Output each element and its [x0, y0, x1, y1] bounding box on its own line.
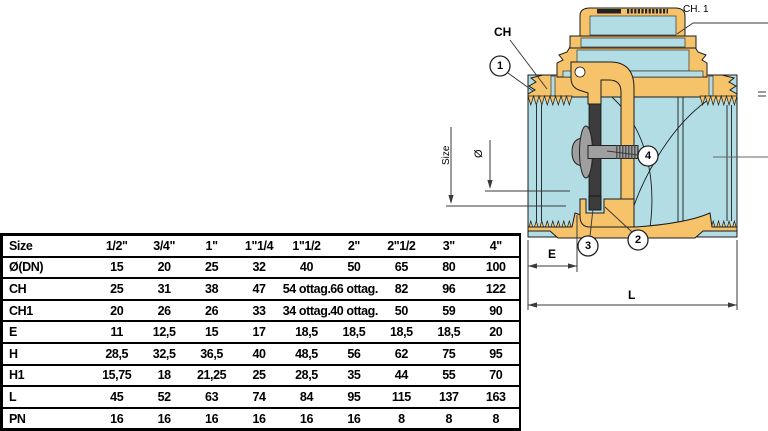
- cap-inner: [590, 16, 676, 35]
- table-cell: 100: [473, 257, 521, 279]
- l-dim-label: L: [628, 288, 636, 302]
- callout-1-number: 1: [496, 60, 504, 72]
- row-label: L: [2, 386, 94, 408]
- table-header-cell: 2": [347, 238, 360, 253]
- table-cell: 38: [188, 278, 235, 300]
- callout-3-number: 3: [584, 240, 592, 252]
- table-cell: 95: [330, 386, 377, 408]
- table-header-cell: 1"1/2: [292, 238, 321, 253]
- table-cell: 8: [425, 408, 472, 430]
- dimensions-table: [0, 233, 521, 431]
- table-cell: 11: [93, 321, 140, 343]
- table-row: [2, 343, 521, 365]
- table-cell: 74: [235, 386, 282, 408]
- e-dim-label: E: [548, 247, 557, 261]
- l-arrow-left: [528, 302, 537, 307]
- table-cell: 35: [330, 365, 377, 387]
- table-cell: 95: [473, 343, 521, 365]
- table-cell: 18,5: [283, 321, 330, 343]
- knurl-band: [597, 9, 621, 14]
- ch-label: CH: [494, 25, 512, 39]
- table-cell: 20: [93, 300, 140, 322]
- table-header-row: [2, 235, 521, 257]
- table-cell: 25: [235, 365, 282, 387]
- table-cell: 15,75: [93, 365, 140, 387]
- table-cell: 18: [140, 365, 187, 387]
- table-cell: 16: [188, 408, 235, 430]
- row-label: H: [2, 343, 94, 365]
- row-label: Ø(DN): [2, 257, 94, 279]
- row-label: CH: [2, 278, 94, 300]
- table-cell: 163: [473, 386, 521, 408]
- table-cell: 36,5: [188, 343, 235, 365]
- table-cell: 90: [473, 300, 521, 322]
- table-cell: 17: [235, 321, 282, 343]
- row-label: PN: [2, 408, 94, 430]
- table-cell: 16: [140, 408, 187, 430]
- table-header-cell: 3/4": [153, 238, 176, 253]
- row-label: H1: [2, 365, 94, 387]
- e-arrow-left: [528, 263, 537, 268]
- table-cell: 25: [188, 257, 235, 279]
- table-cell: 16: [330, 408, 377, 430]
- table-cell: 8: [473, 408, 521, 430]
- table-cell: 50: [330, 257, 377, 279]
- hinge-pin-hole: [575, 67, 585, 77]
- table-row: [2, 300, 521, 322]
- table-cell: 115: [378, 386, 425, 408]
- table-cell: 18,5: [330, 321, 377, 343]
- table-cell: 50: [378, 300, 425, 322]
- table-cell: 16: [93, 408, 140, 430]
- body-gap: [551, 76, 555, 96]
- table-row: [2, 408, 521, 430]
- table-cell: 48,5: [283, 343, 330, 365]
- disc-bottom: [589, 196, 601, 210]
- table-cell: 66 ottag.: [330, 278, 377, 300]
- table-row: [2, 386, 521, 408]
- e-arrow-right: [568, 263, 577, 268]
- table-header-cell: 1": [205, 238, 218, 253]
- table-cell: 45: [93, 386, 140, 408]
- table-cell: 63: [188, 386, 235, 408]
- table-cell: 80: [425, 257, 472, 279]
- l-arrow-right: [728, 302, 737, 307]
- table-cell: 137: [425, 386, 472, 408]
- table-cell: 40: [283, 257, 330, 279]
- table-header-size: Size: [9, 238, 33, 253]
- table-cell: 28,5: [283, 365, 330, 387]
- table-cell: 20: [140, 257, 187, 279]
- table-cell: 33: [235, 300, 282, 322]
- row-label: CH1: [2, 300, 94, 322]
- table-cell: 47: [235, 278, 282, 300]
- table-row: [2, 278, 521, 300]
- table-cell: 82: [378, 278, 425, 300]
- table-cell: 15: [188, 321, 235, 343]
- table-cell: 32: [235, 257, 282, 279]
- table-cell: 44: [378, 365, 425, 387]
- table-row: [2, 321, 521, 343]
- table-header-cell: 3": [442, 238, 455, 253]
- table-cell: 8: [378, 408, 425, 430]
- table-cell: 26: [188, 300, 235, 322]
- table-cell: 28,5: [93, 343, 140, 365]
- table-cell: 54 ottag.: [283, 278, 330, 300]
- table-cell: 31: [140, 278, 187, 300]
- table-cell: 75: [425, 343, 472, 365]
- ch1-label: CH. 1: [683, 4, 709, 15]
- size-dim-arrow: [448, 195, 453, 204]
- table-cell: 40 ottag.: [330, 300, 377, 322]
- table-header-cell: 4": [489, 238, 502, 253]
- table-cell: 21,25: [188, 365, 235, 387]
- cap-step-inner: [581, 38, 685, 47]
- row-label: E: [2, 321, 94, 343]
- table-cell: 84: [283, 386, 330, 408]
- body-gap: [709, 76, 713, 96]
- table-cell: 15: [93, 257, 140, 279]
- table-cell: 96: [425, 278, 472, 300]
- table-cell: 70: [473, 365, 521, 387]
- table-header-cell: 2"1/2: [387, 238, 416, 253]
- table-cell: 65: [378, 257, 425, 279]
- table-cell: 56: [330, 343, 377, 365]
- table-cell: 18,5: [378, 321, 425, 343]
- table-header-cell: 1"1/4: [244, 238, 274, 253]
- table-cell: 26: [140, 300, 187, 322]
- callout-2-number: 2: [634, 234, 642, 246]
- diameter-dim-label: Ø: [473, 149, 485, 158]
- table-cell: 62: [378, 343, 425, 365]
- table-cell: 12,5: [140, 321, 187, 343]
- table-cell: 32,5: [140, 343, 187, 365]
- table-cell: 16: [283, 408, 330, 430]
- table-cell: 40: [235, 343, 282, 365]
- table-row: [2, 365, 521, 387]
- table-cell: 122: [473, 278, 521, 300]
- table-cell: 18,5: [425, 321, 472, 343]
- table-cell: 34 ottag.: [283, 300, 330, 322]
- diameter-dim-arrow: [487, 180, 492, 189]
- table-cell: 55: [425, 365, 472, 387]
- ch1-leader-line: [677, 23, 768, 34]
- table-cell: 59: [425, 300, 472, 322]
- table-row: [2, 257, 521, 279]
- table-cell: 16: [235, 408, 282, 430]
- table-header-cell: 1/2": [105, 238, 128, 253]
- table-cell: 20: [473, 321, 521, 343]
- table-cell: 25: [93, 278, 140, 300]
- table-cell: 52: [140, 386, 187, 408]
- size-dim-label: Size: [441, 145, 452, 165]
- callout-4-number: 4: [644, 150, 652, 162]
